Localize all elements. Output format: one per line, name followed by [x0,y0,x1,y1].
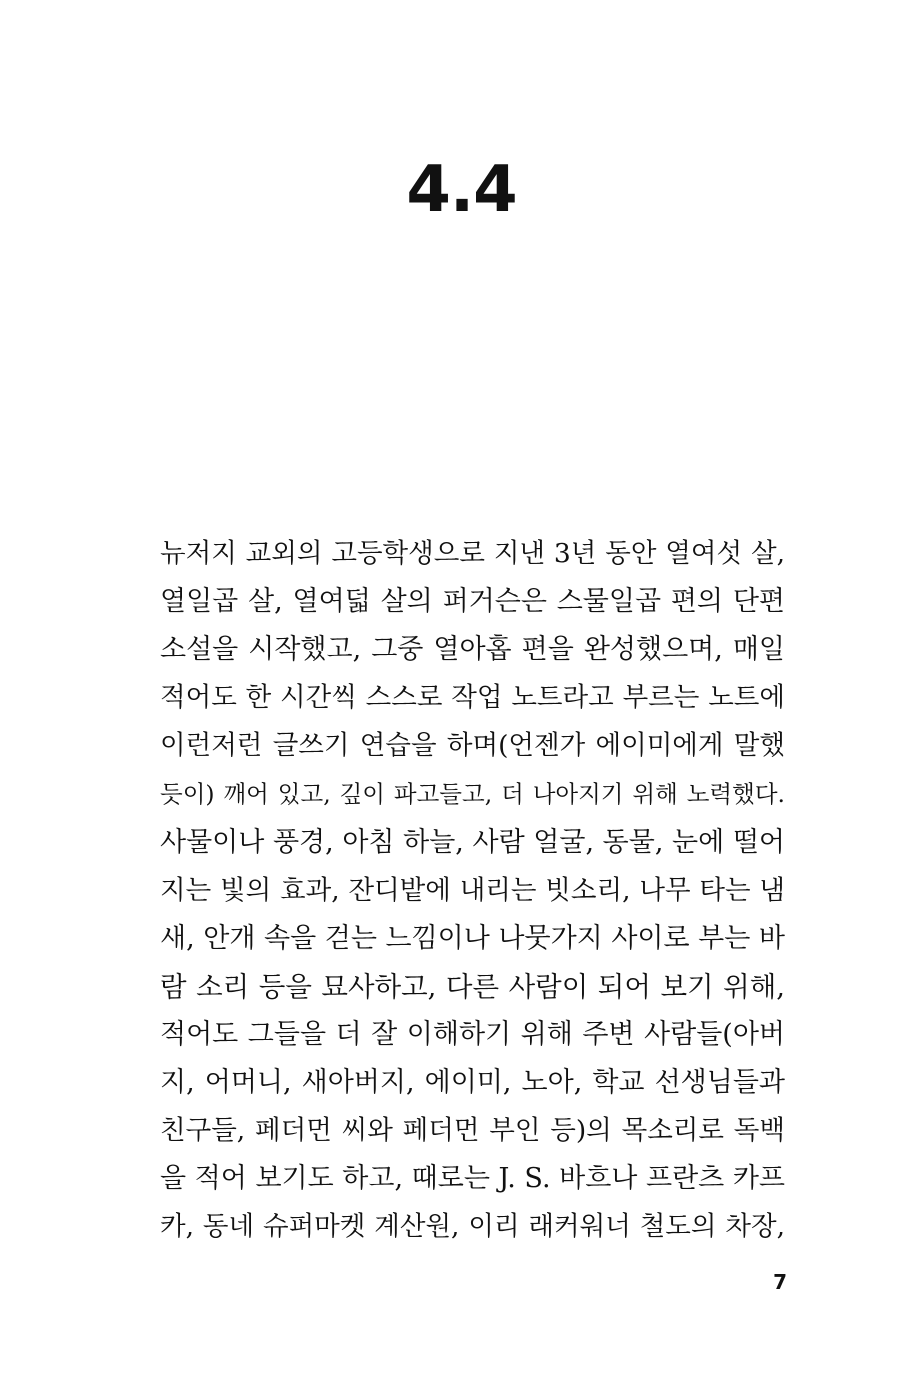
text-line: 새, 안개 속을 걷는 느낌이나 나뭇가지 사이로 부는 바 [160,922,785,954]
text-line: 람 소리 등을 묘사하고, 다른 사람이 되어 보기 위해, [160,970,785,1003]
text-line: 카, 동네 슈퍼마켓 계산원, 이리 래커워너 철도의 차장, [160,1211,785,1243]
body-text [160,530,785,1251]
text-line: 친구들, 페더먼 씨와 페더먼 부인 등)의 목소리로 독백 [160,1115,785,1147]
text-line: 적어도 그들을 더 잘 이해하기 위해 주변 사람들(아버 [160,1018,785,1050]
text-line: 뉴저지 교외의 고등학생으로 지낸 3년 동안 열여섯 살, [160,538,785,569]
text-line: 지는 빛의 효과, 잔디밭에 내리는 빗소리, 나무 타는 냄 [160,874,785,906]
text-line: 지, 어머니, 새아버지, 에이미, 노아, 학교 선생님들과 [160,1067,785,1099]
text-line: 소설을 시작했고, 그중 열아홉 편을 완성했으며, 매일 [160,634,785,666]
text-line: 듯이) 깨어 있고, 깊이 파고들고, 더 나아지기 위해 노력했다. [160,780,785,809]
text-line: 적어도 한 시간씩 스스로 작업 노트라고 부르는 노트에 [160,682,785,714]
page-number: 7 [773,1270,787,1294]
text-line: 열일곱 살, 열여덟 살의 퍼거슨은 스물일곱 편의 단편 [160,586,785,618]
chapter-title: 4.4 [406,153,517,227]
text-line: 사물이나 풍경, 아침 하늘, 사람 얼굴, 동물, 눈에 떨어 [160,826,785,858]
text-line: 을 적어 보기도 하고, 때로는 J. S. 바흐나 프란츠 카프 [160,1163,785,1195]
text-line: 이런저런 글쓰기 연습을 하며(언젠가 에이미에게 말했 [160,730,785,762]
